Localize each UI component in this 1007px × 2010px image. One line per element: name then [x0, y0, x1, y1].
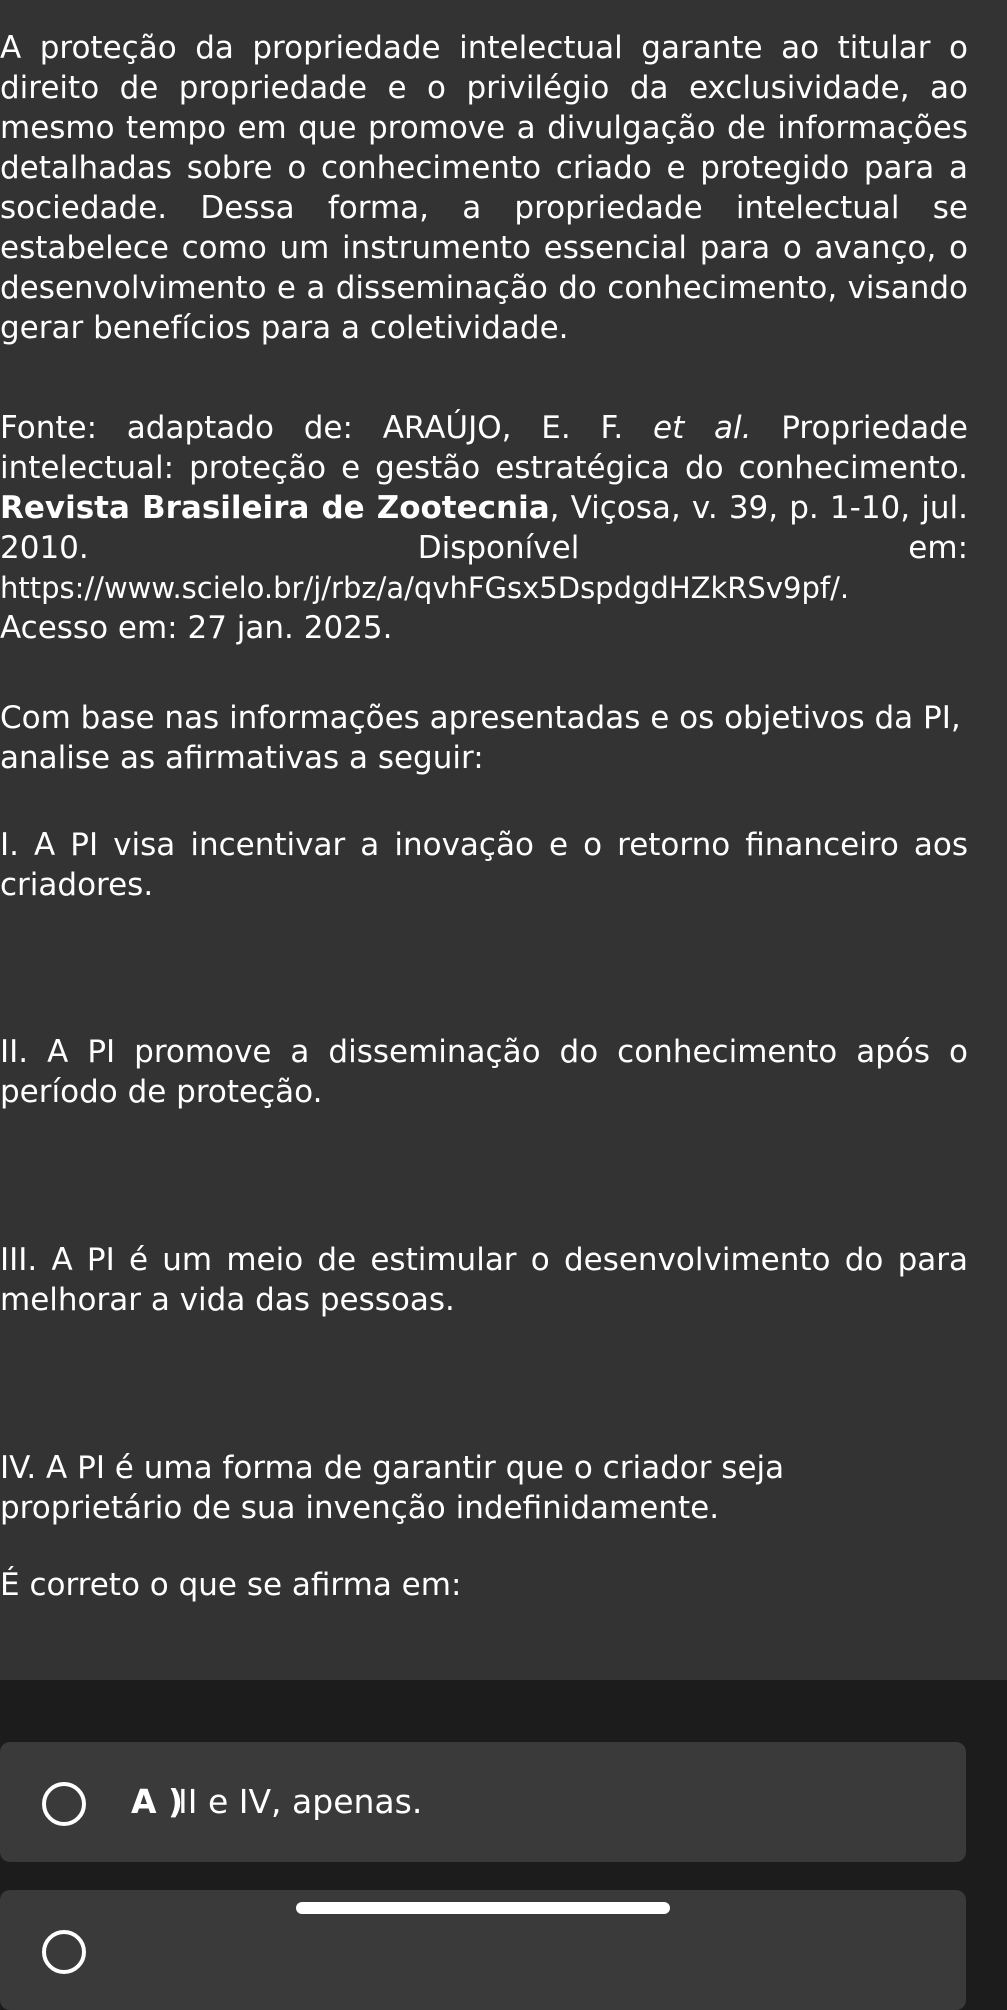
source-url: https://www.scielo.br/j/rbz/a/qvhFGsx5DspdgdHZkRSv9pf/. — [0, 571, 850, 605]
instruction-text: Com base nas informações apresentadas e os objetivos da PI, analise as afirmativas a seguir: — [0, 700, 961, 776]
source-access: Acesso em: 27 jan. 2025. — [0, 610, 393, 646]
source-citation — [0, 408, 968, 648]
statement-2: II. A PI promove a disseminação do conhecimento após o período de proteção. — [0, 1034, 968, 1110]
source-et-al: et al. — [653, 410, 752, 446]
question-prompt: É correto o que se afirma em: — [0, 1567, 462, 1603]
statement-3: III. A PI é um meio de estimular o desenvolvimento do para melhorar a vida das pessoas. — [0, 1242, 968, 1318]
option-letter: A ) — [131, 1782, 184, 1821]
source-line-3: Revista Brasileira de Zootecnia, Viçosa, v. 39, p. 1-10, jul. — [0, 490, 968, 526]
source-line-2: intelectual: proteção e gestão estratégica do conhecimento. — [0, 450, 968, 486]
question-paragraph: A proteção da propriedade intelectual garante ao titular o direito de propriedade e o privilégio da exclusividade, ao mesmo tempo em que promove a divulgação de informações detalhadas sobre o conhecimento criado e protegido para a sociedade. Dessa forma, a propriedade intelectual se estabelece como um instrumento essencial para o avanço, o desenvolvimento e a disseminação do conhecimento, visando gerar benefícios para a coletividade. — [0, 30, 968, 346]
option-text: II e IV, apenas. — [178, 1782, 423, 1821]
source-line-1: Fonte: adaptado de: ARAÚJO, E. F. et al. Propriedade — [0, 410, 968, 446]
answer-options — [0, 1680, 1007, 1937]
source-line-4: 2010. Disponível em: — [0, 530, 969, 566]
home-indicator[interactable] — [296, 1902, 670, 1914]
source-journal: Revista Brasileira de Zootecnia — [0, 490, 550, 526]
radio-circle-icon[interactable] — [42, 1782, 86, 1826]
statement-4: IV. A PI é uma forma de garantir que o criador seja proprietário de sua invenção indefinidamente. — [0, 1450, 785, 1526]
statement-1: I. A PI visa incentivar a inovação e o retorno financeiro aos criadores. — [0, 827, 968, 903]
option-a[interactable] — [0, 1742, 966, 1862]
